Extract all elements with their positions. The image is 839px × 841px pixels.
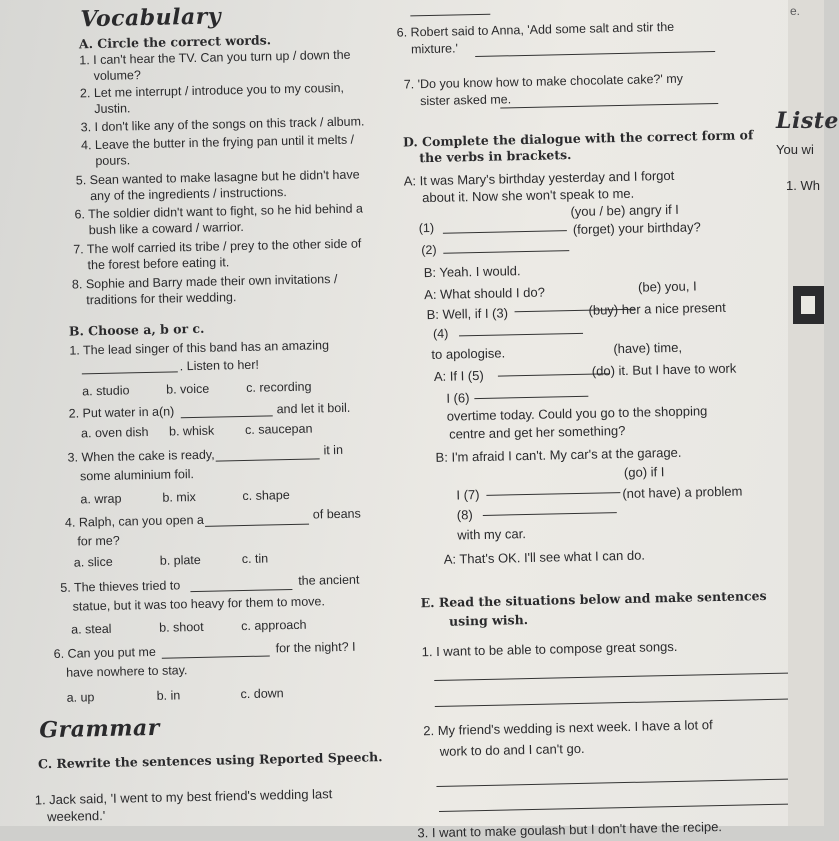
section-e-heading-line2: using wish. [448, 612, 529, 629]
b-item-5-opt-c: c. approach [241, 617, 307, 634]
d-blank-1 [443, 230, 567, 234]
b-item-5-blank [190, 589, 292, 592]
b-item-4-line2: for me? [77, 533, 120, 549]
d-blank5-after: (have) time, [613, 339, 683, 357]
q7-line1: 7. 'Do you know how to make chocolate cake?' my [403, 71, 684, 92]
edge-text-you-will: You wi [776, 142, 814, 157]
a-item-8-line1: 8. Sophie and Barry made their own invitations / [71, 271, 338, 292]
b-item-3-blank [216, 458, 320, 461]
b-item-6-line2: have nowhere to stay. [65, 663, 188, 680]
b-item-2-line1: 2. Put water in a(n) [68, 404, 175, 421]
d-blank-6 [474, 396, 588, 399]
grammar-title: Grammar [39, 714, 161, 744]
q6-answer-line [475, 51, 715, 57]
a-item-6-line2: bush like a coward / warrior. [88, 219, 244, 238]
right-column [380, 0, 817, 841]
edge-text-listen: Liste [776, 108, 839, 134]
e-item-3: 3. I want to make goulash but I don't have the recipe. [417, 819, 723, 841]
b-item-2-opt-a: a. oven dish [80, 424, 149, 441]
d-blank-7 [486, 492, 620, 496]
b-item-4-opt-a: a. slice [73, 554, 113, 570]
b-item-4-line1: 4. Ralph, can you open a [64, 512, 205, 530]
a-item-3: 3. I don't like any of the songs on this track / album. [80, 114, 365, 135]
a-item-7-line1: 7. The wolf carried its tribe / prey to the other side of [73, 236, 362, 257]
d-blank4-after: (buy) her a nice present [588, 299, 726, 318]
a-item-8-line2: traditions for their wedding. [86, 290, 237, 308]
q6-line1: 6. Robert said to Anna, 'Add some salt and stir the [396, 19, 675, 40]
d-blank-8 [483, 512, 617, 516]
b-item-6-line1b: for the night? I [275, 639, 356, 656]
b-item-1-blank [82, 371, 178, 374]
d-blank3-after: (be) you, I [637, 278, 697, 295]
b-item-5-line2: statue, but it was too heavy for them to move. [72, 594, 326, 614]
d-line-a5: overtime today. Could you go to the shopping [446, 403, 708, 424]
e-item-2-line2: work to do and I can't go. [439, 740, 585, 759]
b-item-1-line1: 1. The lead singer of this band has an amazing [69, 338, 330, 358]
a-item-5-line1: 5. Sean wanted to make lasagne but he didn't have [75, 167, 360, 188]
d-num-4: (4) [432, 326, 449, 341]
a-item-5-line2: any of the ingredients / instructions. [89, 185, 287, 204]
page-tab-inner [801, 296, 815, 314]
b-item-5-opt-b: b. shoot [159, 619, 204, 635]
d-line-a2: about it. Now she won't speak to me. [421, 185, 635, 206]
edge-text-item-1: 1. Wh [786, 178, 820, 193]
e-item-2-answer-2 [439, 803, 803, 812]
b-item-4-opt-b: b. plate [159, 552, 201, 568]
b-item-3-line1: 3. When the cake is ready, [67, 447, 215, 465]
b-item-2-opt-b: b. whisk [168, 423, 215, 439]
section-e-heading-line1: E. Read the situations below and make sentences [420, 588, 767, 611]
a-item-4-line1: 4. Leave the butter in the frying pan until it melts / [80, 132, 355, 153]
d-line-a7: A: That's OK. I'll see what I can do. [443, 547, 646, 567]
d-num-8: (8) [456, 507, 473, 523]
e-item-1-answer-2 [435, 698, 797, 707]
q7-answer-line [500, 103, 718, 109]
d-line-b2: B: Well, if I (3) [426, 305, 509, 323]
d-blank-2 [443, 250, 569, 254]
b-item-4-line1b: of beans [312, 506, 361, 522]
b-item-2-blank [181, 415, 273, 418]
e-item-1: 1. I want to be able to compose great songs. [421, 638, 678, 660]
section-b-heading: B. Choose a, b or c. [68, 320, 205, 339]
e-item-1-answer-1 [434, 672, 794, 681]
c-item-1-line2: weekend.' [46, 807, 106, 825]
section-d-heading-line2: the verbs in brackets. [419, 147, 572, 166]
a-item-1-line2: volume? [93, 68, 141, 84]
left-column [0, 0, 407, 826]
d-blank-4 [459, 333, 583, 337]
d-line-a3: A: What should I do? [424, 284, 545, 303]
b-item-1-opt-c: c. recording [246, 379, 312, 395]
e-item-2-line1: 2. My friend's wedding is next week. I have a lot of [423, 717, 713, 739]
b-item-3-opt-a: a. wrap [80, 491, 122, 507]
b-item-3-opt-b: b. mix [162, 490, 196, 505]
d-num-7: I (7) [456, 487, 480, 503]
b-item-3-line2: some aluminium foil. [79, 467, 195, 484]
d-blank7-after: (go) if I [623, 464, 665, 480]
d-line-b3: to apologise. [431, 345, 506, 362]
b-item-1-opt-b: b. voice [166, 381, 210, 397]
d-blank8-after: (not have) a problem [622, 483, 743, 502]
b-item-1-line2: . Listen to her! [179, 357, 260, 374]
a-item-2-line2: Justin. [94, 101, 131, 117]
b-item-5-line1: 5. The thieves tried to [60, 578, 181, 595]
c-item-1-line1: 1. Jack said, 'I went to my best friend's wedding last [34, 786, 333, 808]
d-blank2-after: (forget) your birthday? [572, 219, 701, 238]
section-d-heading-line1: D. Complete the dialogue with the correct form of [402, 127, 754, 150]
q5-answer-line [410, 14, 490, 17]
b-item-5-opt-a: a. steal [71, 621, 112, 637]
a-item-1-line1: 1. I can't hear the TV. Can you turn up / down the [79, 47, 351, 68]
d-num-6: I (6) [446, 390, 470, 406]
vocabulary-title: Vocabulary [80, 3, 222, 33]
b-item-6-opt-b: b. in [156, 688, 181, 703]
section-a-heading: A. Circle the correct words. [78, 32, 272, 52]
b-item-5-line1b: the ancient [298, 572, 360, 588]
b-item-2-line1b: and let it boil. [276, 400, 351, 417]
d-num-1: (1) [418, 220, 435, 236]
b-item-3-opt-c: c. shape [242, 488, 290, 504]
b-item-4-opt-c: c. tin [241, 551, 269, 567]
b-item-6-opt-c: c. down [240, 686, 284, 702]
d-line-a6: centre and get her something? [448, 422, 626, 442]
b-item-4-blank [205, 524, 309, 527]
section-c-heading: C. Rewrite the sentences using Reported Speech. [37, 749, 383, 772]
d-blank6-after: (do) it. But I have to work [591, 360, 737, 379]
b-item-3-line1b: it in [323, 442, 344, 458]
b-item-6-line1: 6. Can you put me [53, 644, 156, 662]
b-item-2-opt-c: c. saucepan [244, 421, 313, 437]
d-line-b4: B: I'm afraid I can't. My car's at the garage. [435, 444, 682, 465]
d-blank1-after: (you / be) angry if I [570, 201, 679, 220]
b-item-1-opt-a: a. studio [82, 383, 130, 399]
d-line-b1: B: Yeah. I would. [423, 263, 521, 281]
q7-line2: sister asked me. [419, 92, 512, 109]
a-item-2-line1: 2. Let me interrupt / introduce you to my cousin, [79, 80, 345, 101]
b-item-6-blank [162, 655, 270, 658]
e-item-2-answer-1 [436, 778, 800, 787]
a-item-6-line1: 6. The soldier didn't want to fight, so he hid behind a [74, 201, 364, 222]
d-line-a4: A: If I (5) [433, 367, 484, 384]
q6-line2: mixture.' [410, 41, 459, 57]
a-item-4-line2: pours. [95, 153, 131, 169]
b-item-6-opt-a: a. up [66, 690, 95, 705]
d-num-2: (2) [421, 242, 437, 258]
edge-text-e: e. [790, 4, 801, 18]
a-item-7-line2: the forest before eating it. [87, 255, 230, 273]
d-line-b5: with my car. [457, 526, 526, 543]
d-line-a1: A: It was Mary's birthday yesterday and I forgot [403, 167, 675, 189]
